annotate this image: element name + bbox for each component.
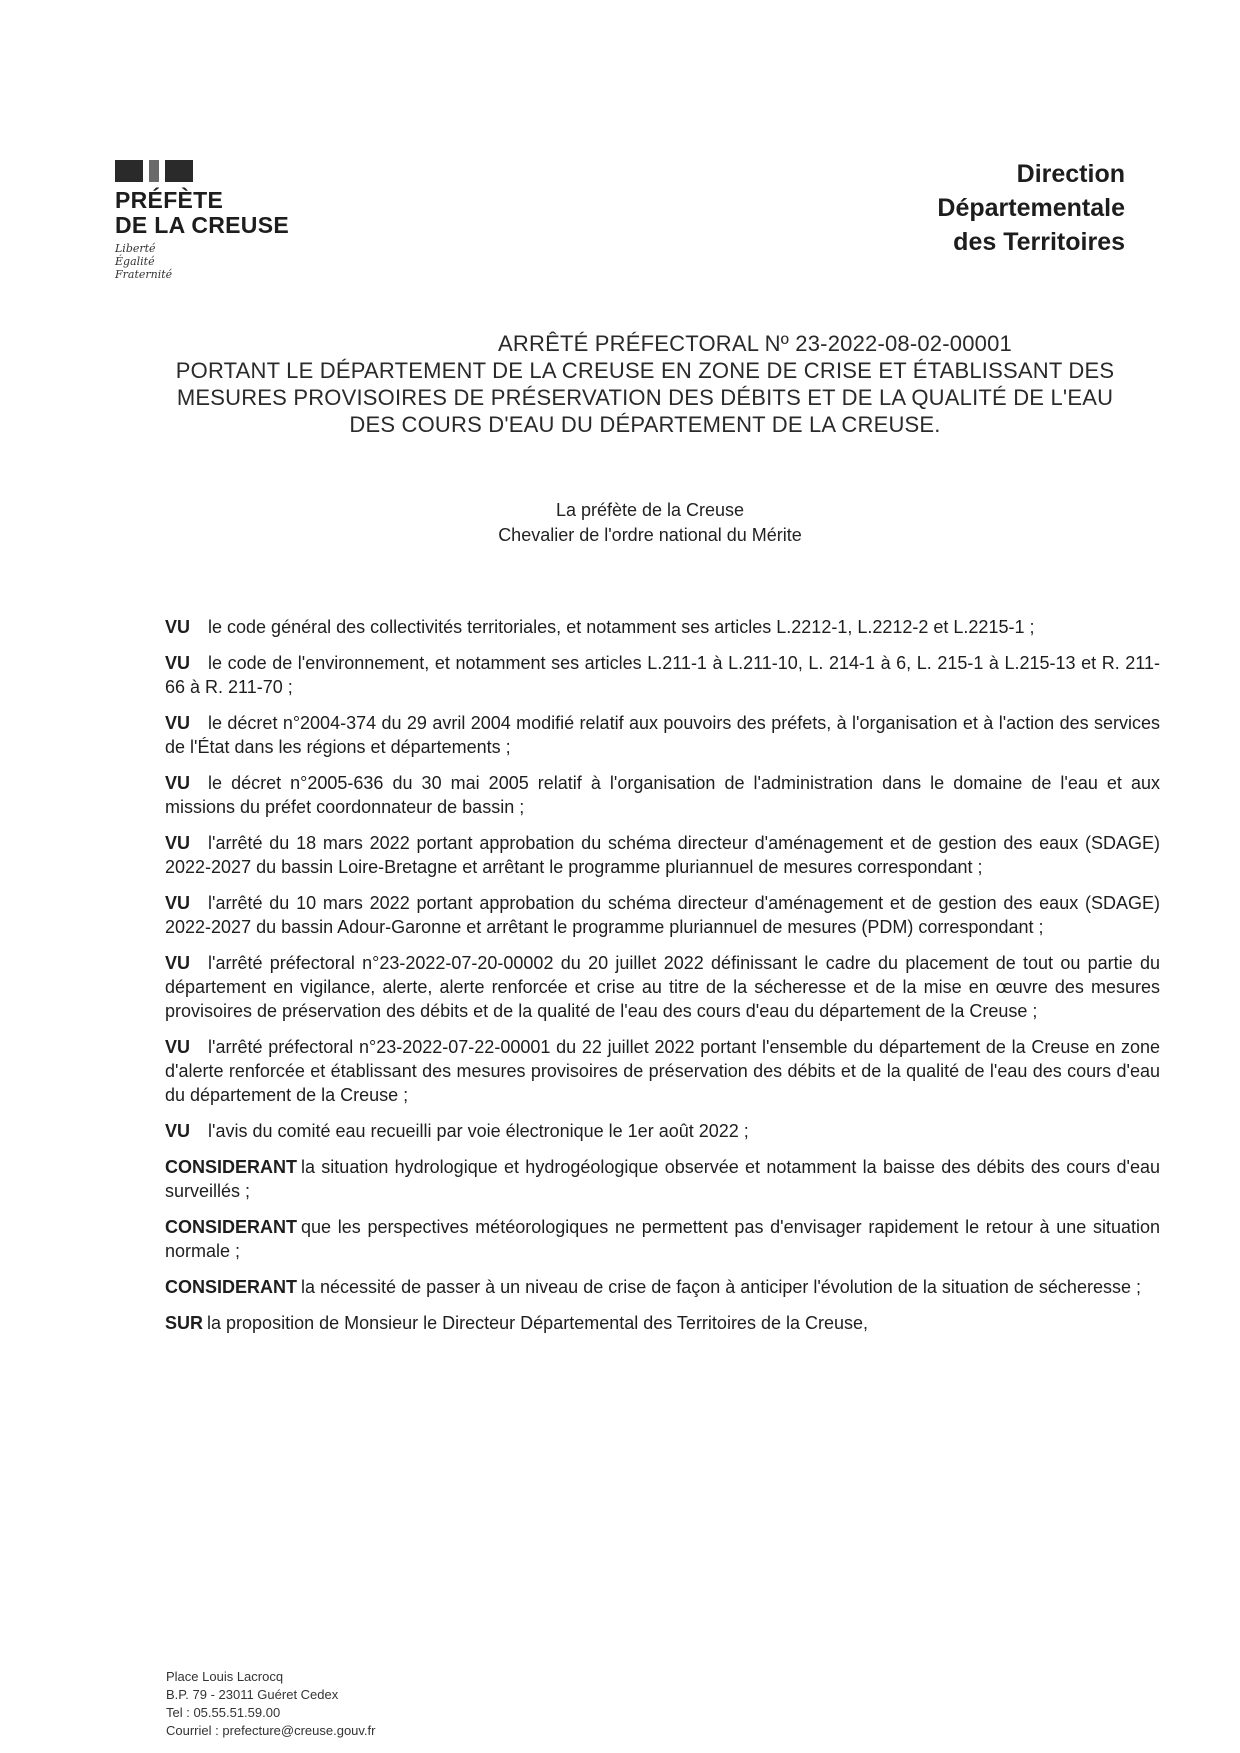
consideration-keyword: VU [165,833,191,853]
logo-bar-middle [149,160,159,182]
consideration-keyword: VU [165,653,191,673]
consideration-item [165,771,1160,819]
consideration-text: que les perspectives météorologiques ne permettent pas d'envisager rapidement le retour à une situation normale ; [165,1217,1160,1261]
signatory-distinction: Chevalier de l'ordre national du Mérite [498,525,802,545]
direction-line3: des Territoires [953,228,1125,256]
consideration-item [165,1035,1160,1107]
address-street: Place Louis Lacrocq [166,1669,284,1684]
motto-liberte: Liberté [115,242,156,255]
consideration-item [165,615,1160,639]
consideration-keyword: VU [165,1037,191,1057]
consideration-keyword: CONSIDERANT [165,1157,298,1177]
republic-motto [115,242,315,281]
address-postal: B.P. 79 - 23011 Guéret Cedex [166,1687,339,1702]
consideration-keyword: VU [165,617,191,637]
decree-title-line3: MESURES PROVISOIRES DE PRÉSERVATION DES DÉBITS ET DE LA QUALITÉ DE L'EAU [176,385,1114,410]
direction-line2: Départementale [937,194,1125,222]
decree-title [150,330,1140,438]
consideration-item [165,711,1160,759]
prefecture-name-line1: PRÉFÈTE [115,187,224,213]
consideration-keyword: VU [165,893,191,913]
consideration-keyword: VU [165,953,191,973]
consideration-keyword: CONSIDERANT [165,1277,298,1297]
consideration-item [165,1275,1160,1299]
consideration-text: l'arrêté préfectoral n°23-2022-07-22-00001 du 22 juillet 2022 portant l'ensemble du département de la Creuse en zone d'alerte renforcée et établissant des mesures provisoires de préservation des débits et de la qualité de l'eau des cours d'eau du département de la Creuse ; [165,1037,1160,1105]
consideration-item [165,1119,1160,1143]
consideration-text: l'arrêté préfectoral n°23-2022-07-20-00002 du 20 juillet 2022 définissant le cadre du placement de tout ou partie du département en vigilance, alerte, alerte renforcée et crise au titre de la sécheresse et de la mise en œuvre des mesures provisoires de préservation des débits et de la qualité de l'eau des cours d'eau du département de la Creuse ; [165,953,1160,1021]
consideration-keyword: CONSIDERANT [165,1217,298,1237]
consideration-text: la situation hydrologique et hydrogéologique observée et notamment la baisse des débits des cours d'eau surveillés ; [165,1157,1160,1201]
consideration-item [165,1311,1160,1335]
issuing-direction [937,157,1125,259]
prefecture-logo-block [115,160,315,281]
consideration-item [165,951,1160,1023]
consideration-text: le code général des collectivités territoriales, et notamment ses articles L.2212-1, L.2212-2 et L.2215-1 ; [208,617,1035,637]
address-email: Courriel : prefecture@creuse.gouv.fr [166,1723,376,1738]
consideration-item [165,1215,1160,1263]
logo-bar-left [115,160,143,182]
signatory-block [300,498,1000,548]
consideration-text: la proposition de Monsieur le Directeur Départemental des Territoires de la Creuse, [207,1313,869,1333]
motto-egalite: Égalité [115,255,155,268]
decree-title-line4: DES COURS D'EAU DU DÉPARTEMENT DE LA CREUSE. [349,412,941,437]
address-phone: Tel : 05.55.51.59.00 [166,1705,281,1720]
consideration-keyword: VU [165,713,191,733]
consideration-text: l'arrêté du 18 mars 2022 portant approbation du schéma directeur d'aménagement et de gestion des eaux (SDAGE) 2022-2027 du bassin Loire-Bretagne et arrêtant le programme pluriannuel de mesures correspondant ; [165,833,1160,877]
decree-number: ARRÊTÉ PRÉFECTORAL Nº 23-2022-08-02-00001 [498,331,1012,356]
consideration-item [165,831,1160,879]
consideration-item [165,651,1160,699]
logo-bar-right [165,160,193,182]
consideration-text: le décret n°2004-374 du 29 avril 2004 modifié relatif aux pouvoirs des préfets, à l'organisation et à l'action des services de l'État dans les régions et départements ; [165,713,1160,757]
consideration-item [165,891,1160,939]
consideration-text: la nécessité de passer à un niveau de crise de façon à anticiper l'évolution de la situation de sécheresse ; [301,1277,1141,1297]
marianne-logo-icon [115,160,315,182]
considerations-list [165,615,1160,1347]
prefecture-name-line2: DE LA CREUSE [115,212,289,238]
signatory-title: La préfète de la Creuse [555,500,745,520]
consideration-item [165,1155,1160,1203]
consideration-keyword: SUR [165,1313,204,1333]
consideration-text: l'arrêté du 10 mars 2022 portant approbation du schéma directeur d'aménagement et de gestion des eaux (SDAGE) 2022-2027 du bassin Adour-Garonne et arrêtant le programme pluriannuel de mesures (PDM) correspondant ; [165,893,1160,937]
consideration-text: le code de l'environnement, et notamment ses articles L.211-1 à L.211-10, L. 214-1 à 6, L. 215-1 à L.215-13 et R. 211-66 à R. 211-70 ; [165,653,1160,697]
decree-title-line2: PORTANT LE DÉPARTEMENT DE LA CREUSE EN ZONE DE CRISE ET ÉTABLISSANT DES [175,358,1115,383]
consideration-text: le décret n°2005-636 du 30 mai 2005 relatif à l'organisation de l'administration dans le domaine de l'eau et aux missions du préfet coordonnateur de bassin ; [165,773,1160,817]
consideration-keyword: VU [165,1121,191,1141]
prefecture-address [166,1668,376,1740]
consideration-text: l'avis du comité eau recueilli par voie électronique le 1er août 2022 ; [208,1121,749,1141]
consideration-keyword: VU [165,773,191,793]
motto-fraternite: Fraternité [115,268,173,281]
direction-line1: Direction [1016,160,1125,188]
prefecture-name [115,188,315,238]
